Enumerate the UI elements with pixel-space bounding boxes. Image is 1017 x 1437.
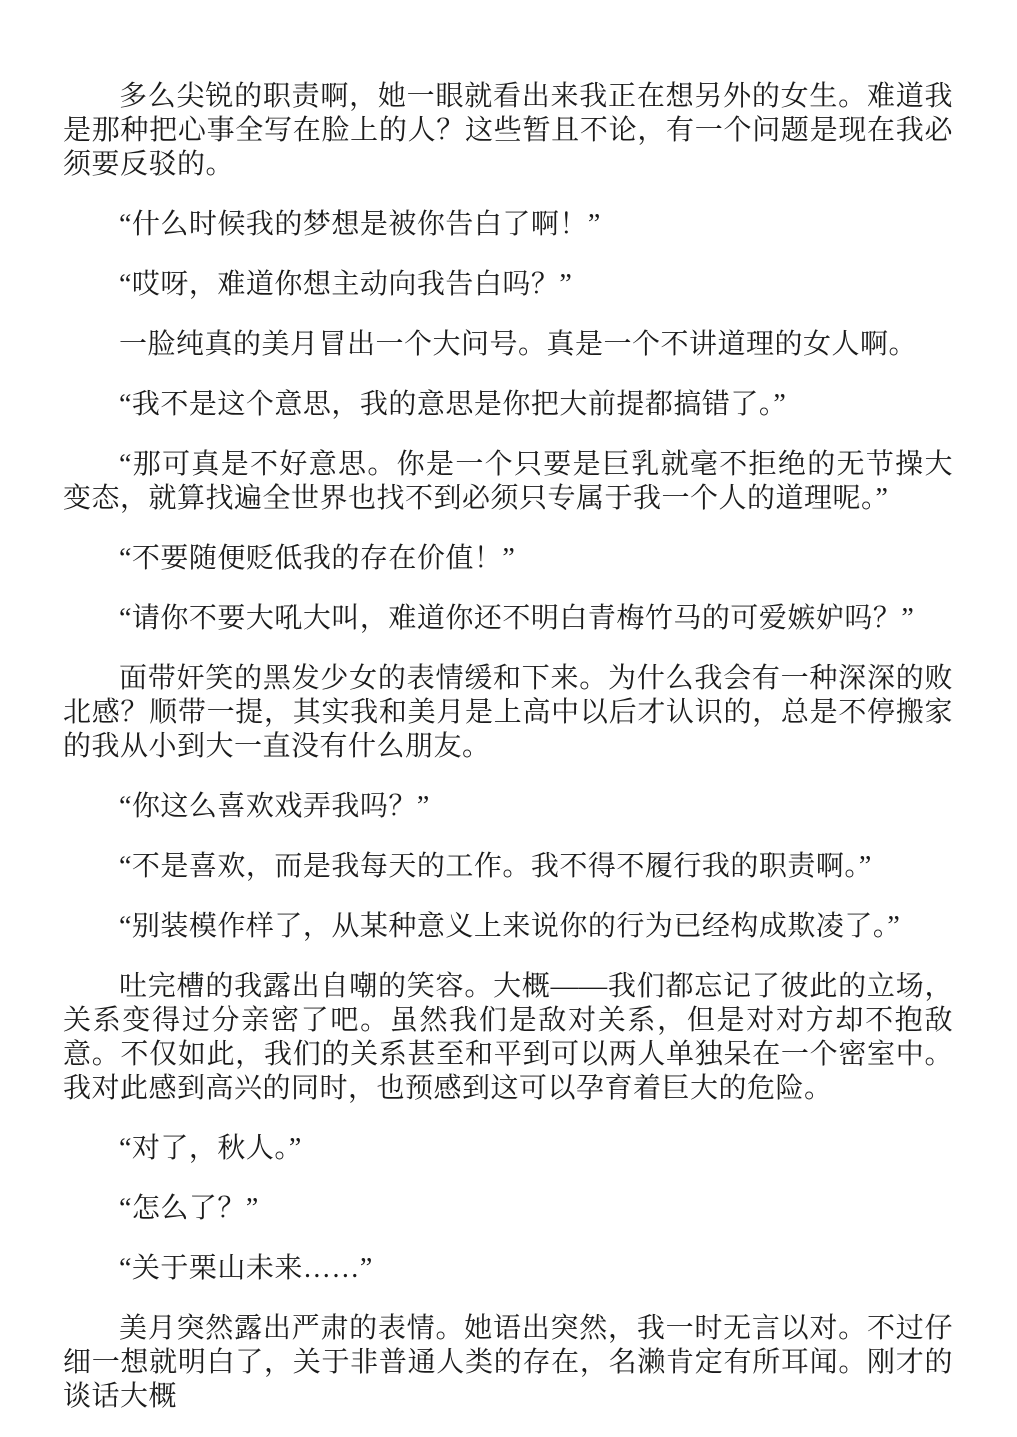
- paragraph-dialogue: “不是喜欢，而是我每天的工作。我不得不履行我的职责啊。”: [119, 851, 872, 882]
- paragraph-dialogue: “怎么了？”: [119, 1193, 259, 1224]
- paragraph-dialogue: “对了，秋人。”: [119, 1133, 302, 1164]
- paragraph-narration: 多么尖锐的职责啊，她一眼就看出来我正在想另外的女生。难道我是那种把心事全写在脸上的人？这些暂且不论，有一个问题是现在我必须要反驳的。: [63, 81, 953, 180]
- paragraph-dialogue: “什么时候我的梦想是被你告白了啊！”: [119, 209, 601, 240]
- paragraph-dialogue: “别装模作样了，从某种意义上来说你的行为已经构成欺凌了。”: [119, 911, 901, 942]
- paragraph-dialogue: “那可真是不好意思。你是一个只要是巨乳就毫不拒绝的无节操大变态，就算找遍全世界也找不到必须只专属于我一个人的道理呢。”: [63, 449, 953, 514]
- paragraph-dialogue: “哎呀，难道你想主动向我告白吗？”: [119, 269, 573, 300]
- paragraph-dialogue: “关于栗山未来……”: [119, 1253, 373, 1284]
- paragraph-narration: 美月突然露出严肃的表情。她语出突然，我一时无言以对。不过仔细一想就明白了，关于非普通人类的存在，名濑肯定有所耳闻。刚才的谈话大概: [63, 1313, 953, 1412]
- paragraph-narration: 一脸纯真的美月冒出一个大问号。真是一个不讲道理的女人啊。: [119, 329, 918, 360]
- paragraph-dialogue: “你这么喜欢戏弄我吗？”: [119, 791, 430, 822]
- paragraph-narration: 面带奸笑的黑发少女的表情缓和下来。为什么我会有一种深深的败北感？顺带一提，其实我和美月是上高中以后才认识的，总是不停搬家的我从小到大一直没有什么朋友。: [63, 663, 953, 762]
- paragraph-dialogue: “请你不要大吼大叫，难道你还不明白青梅竹马的可爱嫉妒吗？”: [119, 603, 915, 634]
- paragraph-narration: 吐完槽的我露出自嘲的笑容。大概——我们都忘记了彼此的立场，关系变得过分亲密了吧。虽然我们是敌对关系，但是对对方却不抱敌意。不仅如此，我们的关系甚至和平到可以两人单独呆在一个密室中。我对此感到高兴的同时，也预感到这可以孕育着巨大的危险。: [63, 971, 953, 1104]
- paragraph-dialogue: “不要随便贬低我的存在价值！”: [119, 543, 516, 574]
- paragraph-dialogue: “我不是这个意思，我的意思是你把大前提都搞错了。”: [119, 389, 787, 420]
